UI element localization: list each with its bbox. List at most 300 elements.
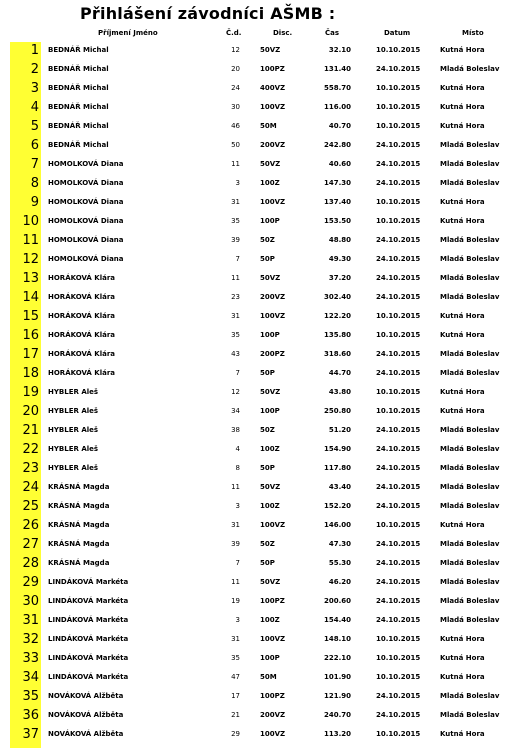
race-location: Kutná Hora bbox=[440, 103, 485, 111]
event-number: 11 bbox=[231, 160, 240, 168]
table-row bbox=[0, 326, 530, 345]
discipline: 200VZ bbox=[260, 293, 286, 301]
table-row bbox=[0, 725, 530, 744]
event-number: 29 bbox=[231, 730, 240, 738]
entry-time: 43.80 bbox=[328, 388, 351, 396]
race-date: 24.10.2015 bbox=[376, 502, 421, 510]
discipline: 50M bbox=[260, 122, 277, 130]
race-date: 24.10.2015 bbox=[376, 692, 421, 700]
discipline: 100VZ bbox=[260, 198, 286, 206]
race-location: Kutná Hora bbox=[440, 654, 485, 662]
table-row bbox=[0, 497, 530, 516]
race-location: Mladá Boleslav bbox=[440, 350, 500, 358]
event-number: 3 bbox=[235, 616, 240, 624]
event-number: 31 bbox=[231, 198, 240, 206]
entry-time: 147.30 bbox=[323, 179, 351, 187]
table-row bbox=[0, 231, 530, 250]
race-date: 10.10.2015 bbox=[376, 407, 421, 415]
event-number: 39 bbox=[231, 540, 240, 548]
discipline: 50VZ bbox=[260, 388, 281, 396]
row-number: 11 bbox=[22, 233, 39, 248]
discipline: 50VZ bbox=[260, 483, 281, 491]
race-date: 24.10.2015 bbox=[376, 179, 421, 187]
competitor-name: KRÁSNÁ Magda bbox=[48, 559, 110, 567]
table-row bbox=[0, 630, 530, 649]
competitor-name: HORÁKOVÁ Klára bbox=[48, 350, 116, 358]
race-location: Mladá Boleslav bbox=[440, 160, 500, 168]
event-number: 11 bbox=[231, 578, 240, 586]
entry-time: 242.80 bbox=[323, 141, 351, 149]
table-row bbox=[0, 459, 530, 478]
discipline: 50VZ bbox=[260, 578, 281, 586]
competitor-name: HYBLER Aleš bbox=[48, 426, 99, 434]
row-number: 15 bbox=[22, 309, 39, 324]
race-location: Kutná Hora bbox=[440, 730, 485, 738]
entry-time: 240.70 bbox=[323, 711, 351, 719]
table-row bbox=[0, 117, 530, 136]
event-number: 7 bbox=[235, 255, 240, 263]
row-number: 3 bbox=[30, 81, 39, 96]
race-location: Mladá Boleslav bbox=[440, 597, 500, 605]
table-row bbox=[0, 402, 530, 421]
competitor-name: NOVÁKOVÁ Alžběta bbox=[48, 730, 124, 738]
event-number: 4 bbox=[235, 445, 240, 453]
race-date: 24.10.2015 bbox=[376, 160, 421, 168]
header-cd: Č.d. bbox=[226, 29, 242, 37]
discipline: 50P bbox=[260, 464, 275, 472]
race-date: 24.10.2015 bbox=[376, 578, 421, 586]
discipline: 400VZ bbox=[260, 84, 286, 92]
discipline: 50M bbox=[260, 673, 277, 681]
row-number: 29 bbox=[22, 575, 39, 590]
header-cas: Čas bbox=[325, 29, 340, 37]
race-date: 10.10.2015 bbox=[376, 654, 421, 662]
competitor-name: LINDÁKOVÁ Markéta bbox=[48, 673, 129, 681]
table-row bbox=[0, 79, 530, 98]
entry-time: 558.70 bbox=[323, 84, 351, 92]
discipline: 100P bbox=[260, 217, 280, 225]
race-date: 24.10.2015 bbox=[376, 426, 421, 434]
competitor-name: NOVÁKOVÁ Alžběta bbox=[48, 711, 124, 719]
discipline: 50P bbox=[260, 369, 275, 377]
race-date: 10.10.2015 bbox=[376, 217, 421, 225]
event-number: 12 bbox=[231, 388, 240, 396]
event-number: 46 bbox=[231, 122, 240, 130]
discipline: 50Z bbox=[260, 236, 275, 244]
race-location: Mladá Boleslav bbox=[440, 293, 500, 301]
competitor-name: HORÁKOVÁ Klára bbox=[48, 312, 116, 320]
event-number: 11 bbox=[231, 483, 240, 491]
race-location: Mladá Boleslav bbox=[440, 445, 500, 453]
event-number: 3 bbox=[235, 179, 240, 187]
race-date: 24.10.2015 bbox=[376, 236, 421, 244]
competitor-name: LINDÁKOVÁ Markéta bbox=[48, 578, 129, 586]
row-number: 19 bbox=[22, 385, 39, 400]
discipline: 50Z bbox=[260, 540, 275, 548]
race-date: 24.10.2015 bbox=[376, 350, 421, 358]
header-misto: Místo bbox=[462, 29, 484, 37]
event-number: 31 bbox=[231, 521, 240, 529]
competitor-name: HOMOLKOVÁ Diana bbox=[48, 179, 124, 187]
table-row bbox=[0, 516, 530, 535]
competitor-name: HORÁKOVÁ Klára bbox=[48, 274, 116, 282]
discipline: 200VZ bbox=[260, 141, 286, 149]
race-date: 24.10.2015 bbox=[376, 540, 421, 548]
race-date: 24.10.2015 bbox=[376, 369, 421, 377]
race-location: Mladá Boleslav bbox=[440, 692, 500, 700]
entry-time: 51.20 bbox=[328, 426, 351, 434]
race-location: Mladá Boleslav bbox=[440, 369, 500, 377]
race-location: Mladá Boleslav bbox=[440, 616, 500, 624]
table-row bbox=[0, 440, 530, 459]
row-number: 27 bbox=[22, 537, 39, 552]
entry-time: 318.60 bbox=[323, 350, 351, 358]
race-date: 24.10.2015 bbox=[376, 483, 421, 491]
table-row bbox=[0, 193, 530, 212]
header-disc: Disc. bbox=[273, 29, 293, 37]
race-date: 10.10.2015 bbox=[376, 46, 421, 54]
race-location: Kutná Hora bbox=[440, 521, 485, 529]
discipline: 100VZ bbox=[260, 521, 286, 529]
event-number: 39 bbox=[231, 236, 240, 244]
race-date: 24.10.2015 bbox=[376, 464, 421, 472]
race-date: 24.10.2015 bbox=[376, 711, 421, 719]
competitor-name: HYBLER Aleš bbox=[48, 445, 99, 453]
table-row bbox=[0, 364, 530, 383]
row-number: 21 bbox=[22, 423, 39, 438]
table-row bbox=[0, 155, 530, 174]
event-number: 17 bbox=[231, 692, 240, 700]
entry-time: 32.10 bbox=[328, 46, 351, 54]
table-row bbox=[0, 250, 530, 269]
discipline: 50VZ bbox=[260, 274, 281, 282]
event-number: 35 bbox=[231, 331, 240, 339]
race-location: Mladá Boleslav bbox=[440, 141, 500, 149]
row-number: 17 bbox=[22, 347, 39, 362]
entry-time: 154.40 bbox=[323, 616, 351, 624]
entry-time: 55.30 bbox=[328, 559, 351, 567]
entry-time: 137.40 bbox=[323, 198, 351, 206]
event-number: 7 bbox=[235, 369, 240, 377]
race-location: Kutná Hora bbox=[440, 122, 485, 130]
competitor-name: HOMOLKOVÁ Diana bbox=[48, 160, 124, 168]
row-number: 35 bbox=[22, 689, 39, 704]
row-number: 31 bbox=[22, 613, 39, 628]
discipline: 100Z bbox=[260, 445, 280, 453]
event-number: 35 bbox=[231, 654, 240, 662]
event-number: 30 bbox=[231, 103, 240, 111]
row-number: 28 bbox=[22, 556, 39, 571]
discipline: 200PZ bbox=[260, 350, 285, 358]
row-number: 8 bbox=[30, 176, 39, 191]
event-number: 38 bbox=[231, 426, 240, 434]
competitor-name: HYBLER Aleš bbox=[48, 388, 99, 396]
entry-time: 131.40 bbox=[323, 65, 351, 73]
competitor-name: HORÁKOVÁ Klára bbox=[48, 293, 116, 301]
race-location: Mladá Boleslav bbox=[440, 236, 500, 244]
event-number: 24 bbox=[231, 84, 240, 92]
entries-table bbox=[0, 41, 530, 744]
table-row bbox=[0, 136, 530, 155]
row-number: 2 bbox=[30, 62, 39, 77]
discipline: 100P bbox=[260, 654, 280, 662]
table-row bbox=[0, 345, 530, 364]
event-number: 3 bbox=[235, 502, 240, 510]
entry-time: 222.10 bbox=[323, 654, 351, 662]
row-number: 4 bbox=[30, 100, 39, 115]
entry-time: 43.40 bbox=[328, 483, 351, 491]
entry-time: 153.50 bbox=[323, 217, 351, 225]
competitor-name: HOMOLKOVÁ Diana bbox=[48, 236, 124, 244]
entry-time: 46.20 bbox=[328, 578, 351, 586]
discipline: 100Z bbox=[260, 616, 280, 624]
race-location: Kutná Hora bbox=[440, 217, 485, 225]
table-row bbox=[0, 269, 530, 288]
table-row bbox=[0, 592, 530, 611]
event-number: 19 bbox=[231, 597, 240, 605]
entry-time: 146.00 bbox=[323, 521, 351, 529]
competitor-name: HYBLER Aleš bbox=[48, 464, 99, 472]
entry-time: 135.80 bbox=[323, 331, 351, 339]
discipline: 100Z bbox=[260, 179, 280, 187]
race-location: Mladá Boleslav bbox=[440, 502, 500, 510]
row-number: 7 bbox=[30, 157, 39, 172]
race-date: 24.10.2015 bbox=[376, 597, 421, 605]
race-date: 10.10.2015 bbox=[376, 388, 421, 396]
entry-time: 40.70 bbox=[328, 122, 351, 130]
race-location: Mladá Boleslav bbox=[440, 179, 500, 187]
entry-time: 37.20 bbox=[328, 274, 351, 282]
table-row bbox=[0, 421, 530, 440]
race-date: 10.10.2015 bbox=[376, 673, 421, 681]
entry-time: 49.30 bbox=[328, 255, 351, 263]
entry-time: 48.80 bbox=[328, 236, 351, 244]
discipline: 100VZ bbox=[260, 730, 286, 738]
competitor-name: BEDNÁŘ Michal bbox=[48, 103, 109, 111]
entry-time: 117.80 bbox=[323, 464, 351, 472]
header-name: Příjmení Jméno bbox=[98, 29, 158, 37]
event-number: 31 bbox=[231, 635, 240, 643]
table-row bbox=[0, 98, 530, 117]
row-number: 9 bbox=[30, 195, 39, 210]
table-row bbox=[0, 174, 530, 193]
discipline: 100PZ bbox=[260, 692, 285, 700]
entry-time: 302.40 bbox=[323, 293, 351, 301]
table-row bbox=[0, 478, 530, 497]
row-number: 24 bbox=[22, 480, 39, 495]
table-row bbox=[0, 554, 530, 573]
row-number: 1 bbox=[30, 43, 39, 58]
event-number: 20 bbox=[231, 65, 240, 73]
race-date: 24.10.2015 bbox=[376, 274, 421, 282]
event-number: 47 bbox=[231, 673, 240, 681]
event-number: 21 bbox=[231, 711, 240, 719]
race-location: Kutná Hora bbox=[440, 673, 485, 681]
table-row bbox=[0, 41, 530, 60]
discipline: 50Z bbox=[260, 426, 275, 434]
competitor-name: LINDÁKOVÁ Markéta bbox=[48, 616, 129, 624]
discipline: 50P bbox=[260, 559, 275, 567]
entry-time: 101.90 bbox=[323, 673, 351, 681]
event-number: 50 bbox=[231, 141, 240, 149]
event-number: 7 bbox=[235, 559, 240, 567]
competitor-name: BEDNÁŘ Michal bbox=[48, 122, 109, 130]
entry-time: 200.60 bbox=[323, 597, 351, 605]
row-number: 5 bbox=[30, 119, 39, 134]
race-location: Kutná Hora bbox=[440, 46, 485, 54]
event-number: 8 bbox=[235, 464, 240, 472]
discipline: 100VZ bbox=[260, 312, 286, 320]
race-date: 24.10.2015 bbox=[376, 445, 421, 453]
race-date: 24.10.2015 bbox=[376, 141, 421, 149]
row-number: 23 bbox=[22, 461, 39, 476]
race-location: Kutná Hora bbox=[440, 312, 485, 320]
race-location: Mladá Boleslav bbox=[440, 559, 500, 567]
table-row bbox=[0, 60, 530, 79]
page-title: Přihlášení závodníci AŠMB : bbox=[80, 4, 336, 23]
entry-time: 47.30 bbox=[328, 540, 351, 548]
race-location: Mladá Boleslav bbox=[440, 255, 500, 263]
race-location: Kutná Hora bbox=[440, 635, 485, 643]
row-number: 32 bbox=[22, 632, 39, 647]
row-number: 6 bbox=[30, 138, 39, 153]
race-location: Mladá Boleslav bbox=[440, 274, 500, 282]
entry-time: 44.70 bbox=[328, 369, 351, 377]
competitor-name: KRÁSNÁ Magda bbox=[48, 483, 110, 491]
race-location: Mladá Boleslav bbox=[440, 426, 500, 434]
row-number: 20 bbox=[22, 404, 39, 419]
race-location: Mladá Boleslav bbox=[440, 711, 500, 719]
row-number: 30 bbox=[22, 594, 39, 609]
race-date: 10.10.2015 bbox=[376, 635, 421, 643]
row-number: 25 bbox=[22, 499, 39, 514]
discipline: 100P bbox=[260, 331, 280, 339]
row-number: 13 bbox=[22, 271, 39, 286]
table-row bbox=[0, 668, 530, 687]
event-number: 23 bbox=[231, 293, 240, 301]
row-number: 14 bbox=[22, 290, 39, 305]
competitor-name: HOMOLKOVÁ Diana bbox=[48, 198, 124, 206]
discipline: 100Z bbox=[260, 502, 280, 510]
competitor-name: NOVÁKOVÁ Alžběta bbox=[48, 692, 124, 700]
row-number: 34 bbox=[22, 670, 39, 685]
discipline: 100VZ bbox=[260, 103, 286, 111]
entry-time: 250.80 bbox=[323, 407, 351, 415]
event-number: 31 bbox=[231, 312, 240, 320]
event-number: 34 bbox=[231, 407, 240, 415]
entry-time: 122.20 bbox=[323, 312, 351, 320]
race-location: Mladá Boleslav bbox=[440, 540, 500, 548]
race-location: Mladá Boleslav bbox=[440, 483, 500, 491]
competitor-name: LINDÁKOVÁ Markéta bbox=[48, 635, 129, 643]
competitor-name: HOMOLKOVÁ Diana bbox=[48, 255, 124, 263]
event-number: 35 bbox=[231, 217, 240, 225]
discipline: 200VZ bbox=[260, 711, 286, 719]
discipline: 50VZ bbox=[260, 160, 281, 168]
discipline: 100VZ bbox=[260, 635, 286, 643]
table-row bbox=[0, 649, 530, 668]
competitor-name: HORÁKOVÁ Klára bbox=[48, 369, 116, 377]
race-location: Kutná Hora bbox=[440, 388, 485, 396]
entry-time: 148.10 bbox=[323, 635, 351, 643]
row-number: 16 bbox=[22, 328, 39, 343]
entry-time: 121.90 bbox=[323, 692, 351, 700]
competitor-name: KRÁSNÁ Magda bbox=[48, 502, 110, 510]
entry-time: 154.90 bbox=[323, 445, 351, 453]
race-date: 24.10.2015 bbox=[376, 616, 421, 624]
race-date: 10.10.2015 bbox=[376, 84, 421, 92]
table-row bbox=[0, 307, 530, 326]
event-number: 11 bbox=[231, 274, 240, 282]
race-date: 24.10.2015 bbox=[376, 255, 421, 263]
race-date: 10.10.2015 bbox=[376, 730, 421, 738]
event-number: 12 bbox=[231, 46, 240, 54]
row-number: 26 bbox=[22, 518, 39, 533]
row-number: 18 bbox=[22, 366, 39, 381]
entry-time: 40.60 bbox=[328, 160, 351, 168]
discipline: 100PZ bbox=[260, 597, 285, 605]
table-row bbox=[0, 706, 530, 725]
competitor-name: KRÁSNÁ Magda bbox=[48, 521, 110, 529]
competitor-name: BEDNÁŘ Michal bbox=[48, 141, 109, 149]
race-location: Kutná Hora bbox=[440, 407, 485, 415]
race-location: Mladá Boleslav bbox=[440, 464, 500, 472]
race-location: Kutná Hora bbox=[440, 84, 485, 92]
competitor-name: KRÁSNÁ Magda bbox=[48, 540, 110, 548]
table-row bbox=[0, 288, 530, 307]
row-number: 10 bbox=[22, 214, 39, 229]
race-date: 10.10.2015 bbox=[376, 103, 421, 111]
header-datum: Datum bbox=[384, 29, 411, 37]
race-date: 24.10.2015 bbox=[376, 559, 421, 567]
row-number: 33 bbox=[22, 651, 39, 666]
competitor-name: BEDNÁŘ Michal bbox=[48, 84, 109, 92]
race-location: Mladá Boleslav bbox=[440, 65, 500, 73]
race-date: 10.10.2015 bbox=[376, 331, 421, 339]
race-date: 24.10.2015 bbox=[376, 293, 421, 301]
competitor-name: LINDÁKOVÁ Markéta bbox=[48, 597, 129, 605]
row-number: 12 bbox=[22, 252, 39, 267]
entry-time: 113.20 bbox=[323, 730, 351, 738]
competitor-name: HYBLER Aleš bbox=[48, 407, 99, 415]
race-date: 10.10.2015 bbox=[376, 312, 421, 320]
race-location: Mladá Boleslav bbox=[440, 578, 500, 586]
race-date: 24.10.2015 bbox=[376, 65, 421, 73]
race-location: Kutná Hora bbox=[440, 331, 485, 339]
competitor-name: BEDNÁŘ Michal bbox=[48, 46, 109, 54]
entry-time: 152.20 bbox=[323, 502, 351, 510]
race-location: Kutná Hora bbox=[440, 198, 485, 206]
table-row bbox=[0, 212, 530, 231]
competitor-name: HORÁKOVÁ Klára bbox=[48, 331, 116, 339]
discipline: 100P bbox=[260, 407, 280, 415]
event-number: 43 bbox=[231, 350, 240, 358]
table-row bbox=[0, 573, 530, 592]
discipline: 50P bbox=[260, 255, 275, 263]
row-number: 22 bbox=[22, 442, 39, 457]
race-date: 10.10.2015 bbox=[376, 198, 421, 206]
race-date: 10.10.2015 bbox=[376, 521, 421, 529]
row-number: 36 bbox=[22, 708, 39, 723]
competitor-name: BEDNÁŘ Michal bbox=[48, 65, 109, 73]
row-number: 37 bbox=[22, 727, 39, 742]
competitor-name: HOMOLKOVÁ Diana bbox=[48, 217, 124, 225]
table-row bbox=[0, 611, 530, 630]
discipline: 50VZ bbox=[260, 46, 281, 54]
table-row bbox=[0, 535, 530, 554]
table-row bbox=[0, 687, 530, 706]
race-date: 10.10.2015 bbox=[376, 122, 421, 130]
